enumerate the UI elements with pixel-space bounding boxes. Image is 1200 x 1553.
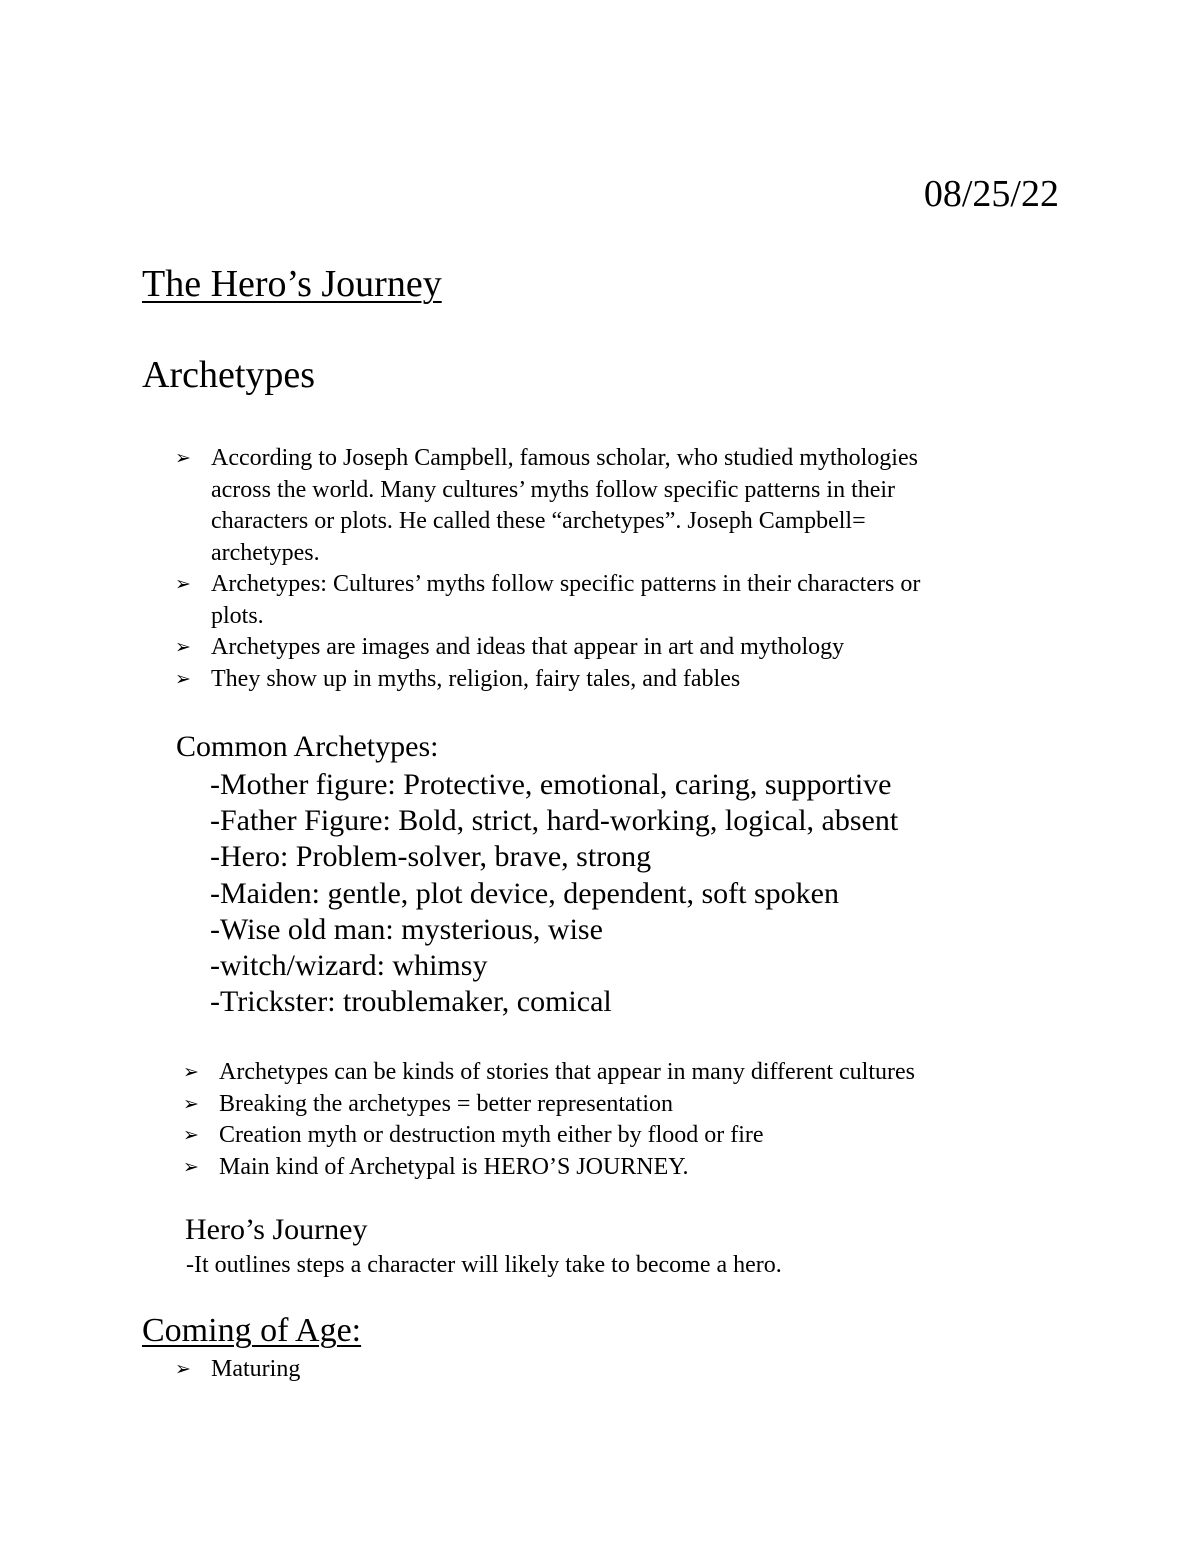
bullet-line: archetypes. <box>211 539 320 566</box>
arrow-bullet-icon: ➢ <box>175 573 191 595</box>
heros-journey-text: -It outlines steps a character will likely take to become a hero. <box>186 1252 782 1278</box>
archetypes-heading: Archetypes <box>142 354 316 396</box>
bullet-item <box>175 1354 301 1386</box>
heros-journey-heading: Hero’s Journey <box>185 1213 368 1246</box>
arrow-bullet-icon: ➢ <box>175 447 191 469</box>
archetype-item: -Wise old man: mysterious, wise <box>210 912 603 946</box>
bullet-line: They show up in myths, religion, fairy tales, and fables <box>211 665 741 692</box>
bullet-line: Main kind of Archetypal is HERO’S JOURNEY. <box>219 1153 689 1180</box>
archetype-item: -Trickster: troublemaker, comical <box>210 985 612 1019</box>
archetype-item: -Hero: Problem-solver, brave, strong <box>210 840 652 874</box>
archetype-item: -Father Figure: Bold, strict, hard-working, logical, absent <box>210 804 899 838</box>
bullet-line: characters or plots. He called these “archetypes”. Joseph Campbell= <box>211 508 866 534</box>
archetype-item: -Maiden: gentle, plot device, dependent, soft spoken <box>210 876 839 910</box>
archetypes-more-bullet-list <box>183 1057 915 1183</box>
bullet-item <box>183 1120 915 1152</box>
bullet-item <box>175 632 920 664</box>
bullet-line: Archetypes can be kinds of stories that appear in many different cultures <box>219 1059 915 1085</box>
bullet-line: Archetypes: Cultures’ myths follow specific patterns in their characters or <box>211 571 921 597</box>
page-title: The Hero’s Journey <box>142 263 442 305</box>
arrow-bullet-icon: ➢ <box>183 1092 199 1115</box>
bullet-item <box>183 1057 915 1089</box>
arrow-bullet-icon: ➢ <box>183 1124 199 1146</box>
coming-of-age-bullet-list <box>175 1354 301 1386</box>
arrow-bullet-icon: ➢ <box>175 636 191 658</box>
bullet-line: According to Joseph Campbell, famous scholar, who studied mythologies <box>211 445 918 471</box>
bullet-line: plots. <box>211 602 264 629</box>
arrow-bullet-icon: ➢ <box>175 1358 191 1380</box>
archetype-item: -Mother figure: Protective, emotional, caring, supportive <box>210 768 892 801</box>
bullet-item <box>183 1089 915 1121</box>
archetype-item: -witch/wizard: whimsy <box>210 949 488 983</box>
coming-of-age-heading: Coming of Age: <box>142 1312 362 1349</box>
bullet-line: Breaking the archetypes = better representation <box>219 1090 674 1117</box>
common-archetypes-heading: Common Archetypes: <box>176 730 439 763</box>
bullet-item <box>175 664 920 696</box>
common-archetypes-list <box>210 767 898 1020</box>
arrow-bullet-icon: ➢ <box>175 667 191 690</box>
date: 08/25/22 <box>923 173 1059 215</box>
bullet-line: Archetypes are images and ideas that appear in art and mythology <box>211 634 845 660</box>
arrow-bullet-icon: ➢ <box>183 1061 199 1083</box>
arrow-bullet-icon: ➢ <box>183 1155 199 1178</box>
bullet-item <box>175 443 920 569</box>
bullet-item <box>183 1152 915 1184</box>
bullet-line: across the world. Many cultures’ myths follow specific patterns in their <box>211 476 896 503</box>
bullet-item <box>175 569 921 632</box>
archetypes-bullet-list <box>175 443 921 695</box>
bullet-line: Creation myth or destruction myth either by flood or fire <box>219 1122 764 1148</box>
bullet-line: Maturing <box>211 1356 301 1382</box>
